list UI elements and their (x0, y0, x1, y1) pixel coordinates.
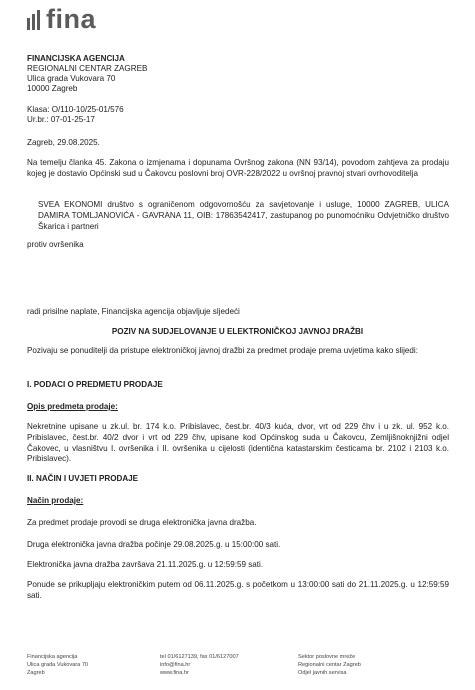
section-1-heading: I. PODACI O PREDMETU PRODAJE (27, 380, 163, 389)
sender-name: FINANCIJSKA AGENCIJA (27, 54, 125, 63)
document-date: Zagreb, 29.08.2025. (27, 138, 100, 147)
document-title: POZIV NA SUDJELOVANJE U ELEKTRONIČKOJ JAVNOJ DRAŽBI (111, 327, 364, 336)
against-debtor-line: protiv ovršenika (27, 240, 84, 249)
sender-city: 10000 Zagreb (27, 84, 78, 93)
section-2-heading: II. NAČIN I UVJETI PRODAJE (27, 474, 139, 483)
footer-regional-center: Regionalni centar Zagreb (298, 661, 361, 668)
section-2-subheading: Način prodaje: (27, 496, 84, 505)
footer-city: Zagreb (27, 669, 45, 676)
sale-method-paragraph: Za predmet prodaje provodi se druga elektronička javna dražba. (27, 518, 257, 527)
announcement-line: radi prisilne naplate, Financijska agencija objavljuje sljedeći (27, 307, 240, 316)
footer-phone-fax: tel 01/6127139, fax 01/6127007 (160, 654, 239, 660)
footer-address (27, 654, 88, 677)
reference-klasa: Klasa: O/110-10/25-01/576 (27, 105, 124, 114)
auction-end-paragraph: Elektronička javna dražba završava 21.11.2025.g. u 12:59:59 sati. (27, 560, 264, 569)
footer-street: Ulica grada Vukovara 70 (27, 661, 89, 668)
invitation-paragraph: Pozivaju se ponuditelji da pristupe elektroničkoj javnoj dražbi za predmet prodaje prema uvjetima kako slijedi: (27, 346, 418, 355)
footer-website: www.fina.hr (160, 669, 189, 676)
footer-office: Odjel javnih servisa (298, 669, 347, 676)
footer-department (298, 654, 361, 677)
footer-contact (160, 654, 239, 677)
creditor-paragraph: SVEA EKONOMI društvo s ograničenom odgovornošću za savjetovanje i usluge, 10000 ZAGREB, ULICA DAMIRA TOMLJANOVIĆA - GAVRANA 11, OIB: 17863542417, zastupanog po punomoćniku Odvjetničko društvo Škarica i partneri (38, 200, 449, 231)
property-description: Nekretnine upisane u zk.ul. br. 174 k.o. Pribislavec, čest.br. 40/3 kuća, dvor, vrt od 229 čhv i u zk. ul. 952 k.o. Pribislavec, čest.br. 40/2 dvor i vrt od 229 čhv, upisane kod Općinskog suda u Čakovcu, Zemljišnoknjižni odjel Čakovec, u vlasništvu I. ovršenika i II. ovršenika u cijelosti (identična katastarskim česticama br. 2102 i 2103 k.o. Pribislavec). (27, 422, 449, 464)
logo-bars-icon (27, 10, 40, 30)
footer-email: info@fina.hr (160, 661, 191, 668)
section-1-subheading: Opis predmeta prodaje: (27, 402, 118, 411)
auction-start-paragraph: Druga elektronička javna dražba počinje 29.08.2025.g. u 15:00:00 sati. (27, 540, 281, 549)
offers-collection-paragraph: Ponude se prikupljaju elektroničkim putem od 06.11.2025.g. s početkom u 13:00:00 sati do 21.11.2025.g. u 12:59:59 sati. (27, 580, 449, 600)
sender-unit: REGIONALNI CENTAR ZAGREB (27, 64, 148, 73)
footer-org-name: Financijska agencija (27, 654, 78, 660)
reference-urbr: Ur.br.: 07-01-25-17 (27, 115, 95, 124)
fina-logo (27, 4, 96, 34)
intro-paragraph: Na temelju članka 45. Zakona o izmjenama i dopunama Ovršnog zakona (NN 93/14), povodom zahtjeva za prodaju kojeg je dostavio Općinski sud u Čakovcu poslovni broj OVR-228/2022 u ovršnoj pravnoj stvari ovrhovoditelja (27, 158, 449, 178)
footer-sector: Sektor poslovne mreže (298, 654, 356, 660)
sender-street: Ulica grada Vukovara 70 (27, 74, 116, 83)
logo-text: fina (46, 4, 97, 34)
